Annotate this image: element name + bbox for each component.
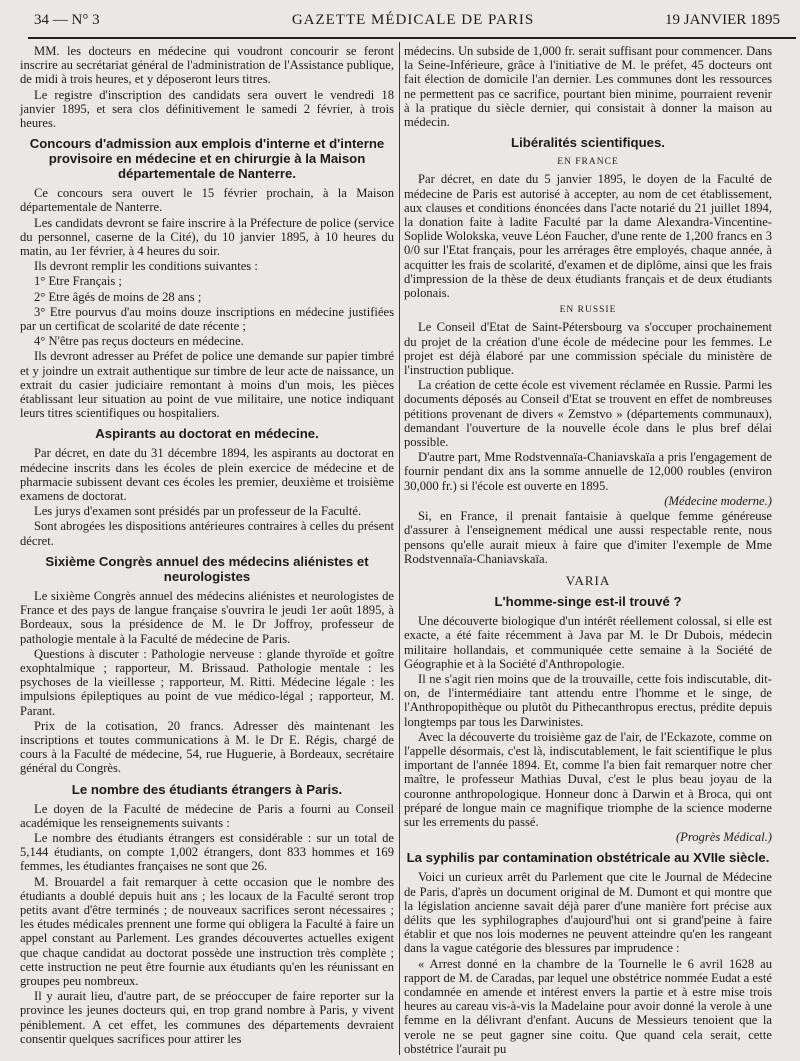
right-column (404, 44, 772, 1057)
issue-date: 19 JANVIER 1895 (665, 12, 780, 28)
paragraph: Ils devront remplir les conditions suivantes : (34, 259, 258, 274)
subheading-france: EN FRANCE (557, 157, 619, 168)
paragraph: Il ne s'agit rien moins que de la trouvaille, cette fois indiscutable, dit-on, de l'intermédiaire tant attendu entre l'homme et le singe, de l'Anthropopithèque ou plutôt du Pithecanthropus erectus, prédite depuis longtemps par tous les Darwinistes. (404, 671, 772, 729)
paragraph: Les jurys d'examen sont présidés par un professeur de la Faculté. (34, 504, 362, 519)
intro-paragraph: Le registre d'inscription des candidats sera ouvert le vendredi 18 janvier 1895, et sera clos définitivement le samedi 2 février, à trois heures. (20, 87, 394, 131)
paragraph: « Arrest donné en la chambre de la Tournelle le 6 avril 1628 au rapport de M. de Caradas, par lequel une obstétrice nommée Eudat a esté condamnée en amende et intérest envers la partie et à estre mise trois heures au careau vis-à-vis la Madelaine pour avoir donné la verole à une femme en la délivrant d'enfant. Aucuns de Messieurs tenoient que la verole ne se peut gagner sine coitu. Que quand cela serait, cette obstétrice l'aurait pu (404, 956, 772, 1056)
section-title-syphilis: La syphilis par contamination obstétricale au XVIIe siècle. (406, 850, 770, 866)
section-title-nanterre: Concours d'admission aux emplois d'interne et d'interne provisoire en médecine et en chirurgie à la Maison départementale de Nanterre. (29, 136, 385, 182)
paragraph: Le nombre des étudiants étrangers est considérable : sur un total de 5,144 étudiants, on compte 1,002 étrangers, dont 833 hommes et 169 femmes, les étudiantes françaises ne sont que 26. (20, 830, 394, 874)
paragraph: La création de cette école est vivement réclamée en Russie. Parmi les documents déposés au Conseil d'Etat se trouvent en effet de nombreuses pétitions provenant de divers « Zemstvo » (départements communaux), demandant l'ouverture de la nouvelle école dans le plus bref délai possible. (404, 378, 772, 450)
paragraph: Une découverte biologique d'un intérêt réellement colossal, si elle est exacte, a été faite récemment à Java par M. le Dr Dubois, médecin militaire hollandais, et communiquée cette semaine à la Société de Géographie et à la Société d'Anthropologie. (404, 614, 772, 671)
paragraph: Questions à discuter : Pathologie nerveuse : glande thyroïde et goître exophtalmique ; rapporteur, M. Brissaud. Pathologie mentale : les psychoses de la vieillesse ; rapporteur, M. Ritti. Médecine légale : les impulsions épileptiques au point de vue médico-légal ; rapporteur, M. Parant. (20, 646, 394, 718)
paragraph: Le Conseil d'Etat de Saint-Pétersbourg va s'occuper prochainement du projet de la création d'une école de médecine pour les femmes. Le projet est déjà élaboré par une commission spéciale du ministère de l'instruction publique. (404, 320, 772, 378)
paragraph: Avec la découverte du troisième gaz de l'air, de l'Eckazote, comme on l'appelle désormais, c'est là, indiscutablement, le fait scientifique le plus important de l'année 1894. Et, comme l'a bien fait remarquer notre cher maître, le professeur Mathias Duval, c'est le plus beau joyau de la couronne anthropologique. Honneur donc à Darwin et à Broca, qui ont préparé de longue main ce magnifique triomphe de la science moderne sur les errements du passé. (404, 729, 772, 829)
paragraph: Le doyen de la Faculté de médecine de Paris a fourni au Conseil académique les renseignements suivants : (20, 801, 394, 830)
page-header (34, 8, 792, 34)
subheading-russie: EN RUSSIE (559, 305, 617, 316)
section-title-liberalites: Libéralités scientifiques. (511, 135, 665, 151)
journal-title: GAZETTE MÉDICALE DE PARIS (291, 12, 535, 28)
paragraph: Il y aurait lieu, d'autre part, de se préoccuper de faire reporter sur la province les jeunes docteurs qui, en trop grand nombre à Paris, y vivent péniblement. A cet effet, les communes des départements devraient consentir quelques sacrifices pour attirer les (20, 989, 394, 1046)
paragraph: Ils devront adresser au Préfet de police une demande sur papier timbré et y joindre un extrait authentique sur timbre de leur acte de naissance, un extrait du casier judiciaire remontant à moins d'un mois, les pièces établissant leur situation au point de vue militaire, une notice indiquant leurs titres scientifiques ou hospitaliers. (20, 349, 394, 421)
paragraph: D'autre part, Mme Rodstvennaïa-Chaniavskaïa a pris l'engagement de fournir pendant dix ans la somme annuelle de 12,000 roubles (environ 30,000 fr.) si l'école est ouverte en 1895. (404, 450, 772, 493)
paragraph: Sont abrogées les dispositions antérieures contraires à celles du présent décret. (20, 519, 394, 548)
column-divider (399, 42, 400, 1055)
intro-paragraph: MM. les docteurs en médecine qui voudront concourir se feront inscrire au secrétariat général de l'administration de l'Assistance publique, de midi à trois heures, et y déposeront leurs titres. (20, 44, 394, 87)
source-citation: (Médecine moderne.) (664, 493, 772, 508)
rubric-varia: VARIA (565, 572, 611, 588)
condition-item: 4° N'être pas reçus docteurs en médecine. (34, 334, 244, 349)
section-title-aspirants: Aspirants au doctorat en médecine. (95, 426, 319, 442)
paragraph: Par décret, en date du 5 janvier 1895, le doyen de la Faculté de médecine de Paris est autorisé à accepter, au nom de cet établissement, aux clauses et conditions énoncées dans l'acte notarié du 21 juillet 1894, la donation faite à ladite Faculté par la dame Alexandra-Vincentine-Soplide Wolokska, veuve Léon Faucher, d'une rente de 1,200 francs en 3 0/0 sur l'Etat français, pour les arrérages être employés, chaque année, à acquitter les frais de scolarité, d'examen et de diplôme, ainsi que les frais d'impression de la thèse de deux étudiants français et de deux étudiants polonais. (404, 172, 772, 301)
paragraph: M. Brouardel a fait remarquer à cette occasion que le nombre des étudiants a doublé depuis huit ans ; les locaux de la Faculté seront trop petits avant d'être terminés ; de nouveaux sacrifices seront nécessaires ; les études médicales prennent une forme qui obligera la Faculté à faire un appel constant au Parlement. Les grandes découvertes actuelles exigent que chaque candidat au doctorat possède une instruction très complète ; cette instruction ne peut être fournie aux étudiants qu'en les réunissant en groupes peu nombreux. (20, 874, 394, 988)
paragraph: Le sixième Congrès annuel des médecins aliénistes et neurologistes de France et des pays de langue française s'ouvrira le jeudi 1er août 1895, à Bordeaux, sous la présidence de M. le Dr Joffroy, professeur de pathologie mentale à la Faculté de médecine de Paris. (20, 588, 394, 646)
page-number: 34 — N° 3 (34, 12, 100, 28)
condition-item: 3° Etre pourvus d'au moins douze inscriptions en médecine justifiées par un certificat de scolarité de date récente ; (20, 304, 394, 334)
paragraph: Ce concours sera ouvert le 15 février prochain, à la Maison départementale de Nanterre. (20, 186, 394, 215)
paragraph: Par décret, en date du 31 décembre 1894, les aspirants au doctorat en médecine inscrits dans les écoles de plein exercice de médecine et de pharmacie subissent devant ces écoles les premier, deuxième et troisième examens de doctorat. (20, 446, 394, 504)
condition-item: 2° Etre âgés de moins de 28 ans ; (34, 289, 202, 304)
paragraph: Les candidats devront se faire inscrire à la Préfecture de police (service du personnel, caserne de la Cité), du 10 janvier 1895, à 10 heures du matin, au 1er février, à 4 heures du soir. (20, 215, 394, 259)
condition-item: 1° Etre Français ; (34, 274, 122, 289)
paragraph: Voici un curieux arrêt du Parlement que cite le Journal de Médecine de Paris, d'après un document original de M. Dumont et qui montre que la législation ancienne savait déjà parer d'une manière fort précise aux délits que les syphilographes d'aujourd'hui ont si grand'peine à faire établir et que nos lois modernes ne peuvent atteindre qu'en les rangeant dans la vague catégorie des blessures par imprudence : (404, 870, 772, 956)
paragraph: Si, en France, il prenait fantaisie à quelque femme généreuse d'assurer à l'enseignement médical une aussi respectable rente, nous pensons qu'elle aurait mieux à faire que d'imiter l'exemple de Mme Rodstvennaïa-Chaniavskaïa. (404, 509, 772, 566)
section-title-homme-singe: L'homme-singe est-il trouvé ? (494, 594, 682, 610)
section-title-etudiants: Le nombre des étudiants étrangers à Paris. (71, 781, 343, 797)
left-column (20, 44, 394, 1047)
source-citation: (Progrès Médical.) (675, 830, 772, 845)
section-title-congres: Sixième Congrès annuel des médecins aliénistes et neurologistes (45, 553, 369, 584)
paragraph: Prix de la cotisation, 20 francs. Adresser dès maintenant les inscriptions et toutes communications à M. le Dr E. Régis, chargé de cours à la Faculté de médecine, 54, rue Huguerie, à Bordeaux, secrétaire général du Congrès. (20, 718, 394, 776)
continuation-paragraph: médecins. Un subside de 1,000 fr. serait suffisant pour commencer. Dans la Seine-Inférieure, grâce à l'initiative de M. le préfet, 45 docteurs ont fait élection de domicile l'an dernier. Les communes dont les ressources ne permettent pas ce sacrifice, pourtant bien minime, pourraient revenir à la pratique du siècle dernier, qui consistait à donner la maison au médecin. (404, 44, 772, 130)
header-rule (28, 37, 796, 39)
